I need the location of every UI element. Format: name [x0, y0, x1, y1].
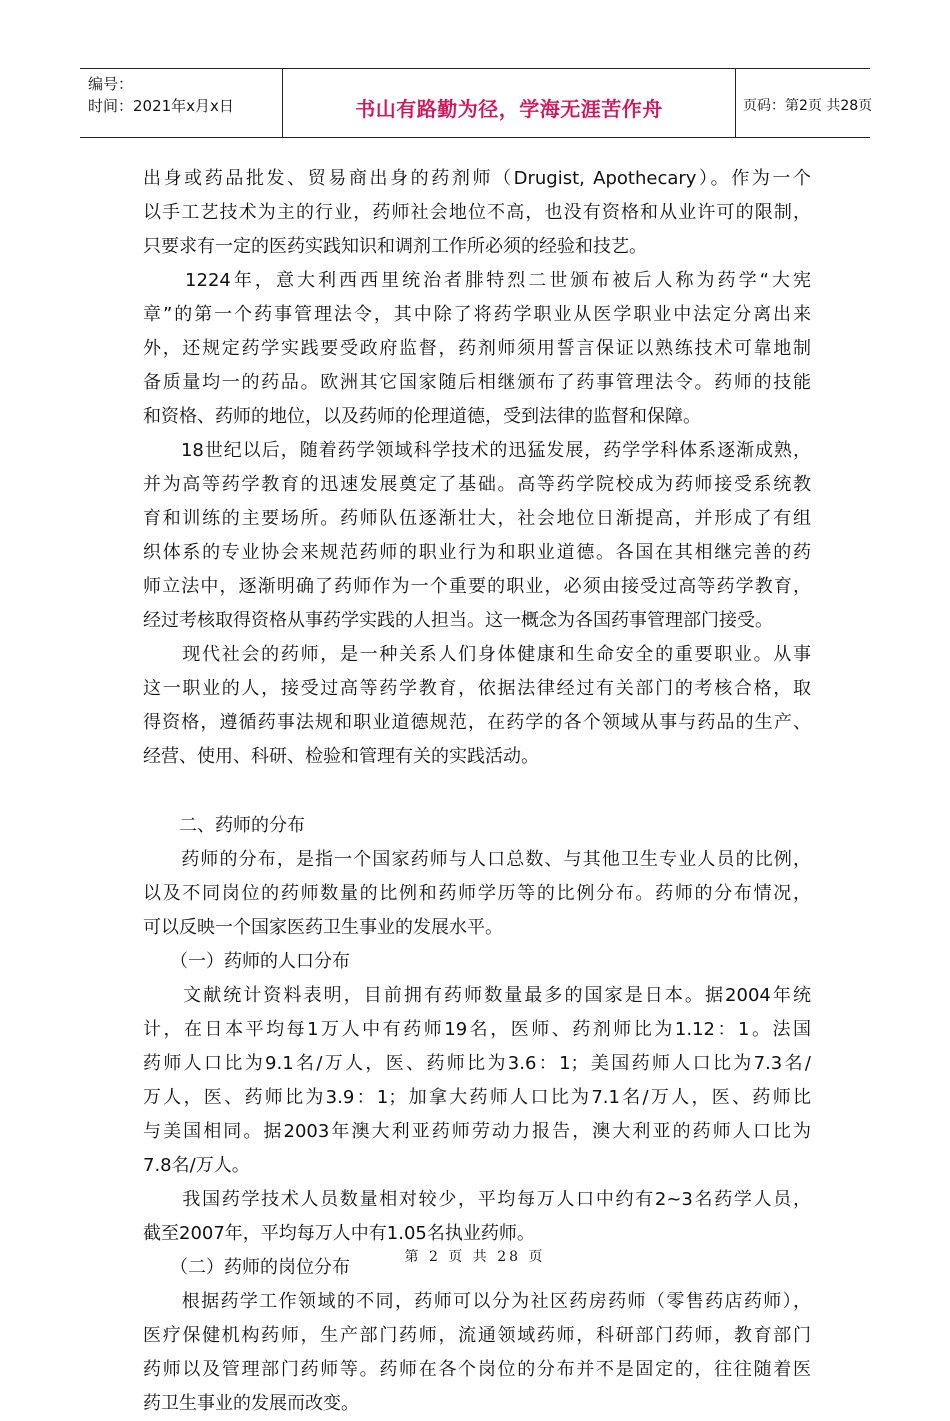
text-line: 药师以及管理部门药师等。药师在各个岗位的分布并不是固定的，往往随着医 — [143, 1359, 811, 1380]
text-line: 18世纪以后，随着药学领域科学技术的迅猛发展，药学学科体系逐渐成熟， — [143, 440, 811, 461]
text-line: （一）药师的人口分布 — [143, 951, 350, 972]
header-motto-cell — [282, 69, 736, 137]
document-body — [143, 162, 811, 1421]
text-line: 计，在日本平均每1万人中有药师19名，医师、药剂师比为1.12：1。法国 — [143, 1019, 811, 1040]
paragraph-gap — [143, 774, 811, 809]
text-line: 以手工艺技术为主的行业，药师社会地位不高，也没有资格和从业许可的限制， — [143, 202, 811, 223]
text-line: 章”的第一个药事管理法令，其中除了将药学职业从医学职业中法定分离出来 — [143, 304, 811, 325]
header-info-cell — [80, 69, 282, 137]
text-line: 育和训练的主要场所。药师队伍逐渐壮大，社会地位日渐提高，并形成了有组 — [143, 508, 811, 529]
text-line: 截至2007年，平均每万人中有1.05名执业药师。 — [143, 1223, 535, 1244]
text-line: 备质量均一的药品。欧洲其它国家随后相继颁布了药事管理法令。药师的技能 — [143, 372, 811, 393]
document-number-label: 编号： — [88, 75, 134, 93]
text-line: 我国药学技术人员数量相对较少，平均每万人口中约有2~3名药学人员， — [143, 1189, 811, 1210]
text-line: 与美国相同。据2003年澳大利亚药师劳动力报告，澳大利亚的药师人口比为 — [143, 1121, 811, 1142]
text-line: 以及不同岗位的药师数量的比例和药师学历等的比例分布。药师的分布情况， — [143, 883, 811, 904]
text-line: （二）药师的岗位分布 — [143, 1257, 350, 1278]
text-line: 二、药师的分布 — [143, 815, 305, 836]
text-line: 并为高等药学教育的迅速发展奠定了基础。高等药学院校成为药师接受系统教 — [143, 474, 811, 495]
text-line: 药卫生事业的发展而改变。 — [143, 1393, 359, 1414]
text-line: 7.8名/万人。 — [143, 1155, 250, 1176]
text-line: 只要求有一定的医药实践知识和调剂工作所必须的经验和技艺。 — [143, 236, 647, 257]
text-line: 医疗保健机构药师，生产部门药师，流通领域药师，科研部门药师，教育部门 — [143, 1325, 811, 1346]
text-line: 和资格、药师的地位，以及药师的伦理道德，受到法律的监督和保障。 — [143, 406, 701, 427]
text-line: 外，还规定药学实践要受政府监督，药剂师须用誓言保证以熟练技术可靠地制 — [143, 338, 811, 359]
header-page-cell — [735, 69, 873, 137]
text-line: 药师的分布，是指一个国家药师与人口总数、与其他卫生专业人员的比例， — [143, 849, 811, 870]
document-time-label: 时间：2021年x月x日 — [88, 97, 234, 115]
text-line: 这一职业的人，接受过高等药学教育，依据法律经过有关部门的考核合格，取 — [143, 678, 811, 699]
text-line: 经营、使用、科研、检验和管理有关的实践活动。 — [143, 746, 539, 767]
text-line: 现代社会的药师，是一种关系人们身体健康和生命安全的重要职业。从事 — [143, 644, 811, 665]
text-line: 万人，医、药师比为3.9：1；加拿大药师人口比为7.1名/万人，医、药师比 — [143, 1087, 811, 1108]
text-line: 得资格，遵循药事法规和职业道德规范，在药学的各个领域从事与药品的生产、 — [143, 712, 811, 733]
text-line: 经过考核取得资格从事药学实践的人担当。这一概念为各国药事管理部门接受。 — [143, 610, 773, 631]
header-table — [80, 68, 873, 138]
header-page-label: 页码：第2页 共28页 — [743, 98, 873, 114]
text-line: 药师人口比为9.1名/万人，医、药师比为3.6：1；美国药师人口比为7.3名/ — [143, 1053, 811, 1074]
header-motto: 书山有路勤为径，学海无涯苦作舟 — [355, 97, 663, 121]
text-line: 文献统计资料表明，目前拥有药师数量最多的国家是日本。据2004年统 — [143, 985, 811, 1006]
text-line: 出身或药品批发、贸易商出身的药剂师（Drugist, Apothecary）。作为一个 — [143, 168, 811, 189]
page-footer: 第 2 页 共 28 页 — [404, 1249, 546, 1265]
text-line: 可以反映一个国家医药卫生事业的发展水平。 — [143, 917, 503, 938]
text-line: 师立法中，逐渐明确了药师作为一个重要的职业，必须由接受过高等药学教育， — [143, 576, 811, 597]
text-line: 织体系的专业协会来规范药师的职业行为和职业道德。各国在其相继完善的药 — [143, 542, 811, 563]
text-line: 根据药学工作领域的不同，药师可以分为社区药房药师（零售药店药师）， — [143, 1291, 811, 1312]
text-line: 1224年，意大利西西里统治者腓特烈二世颁布被后人称为药学“大宪 — [143, 270, 811, 291]
